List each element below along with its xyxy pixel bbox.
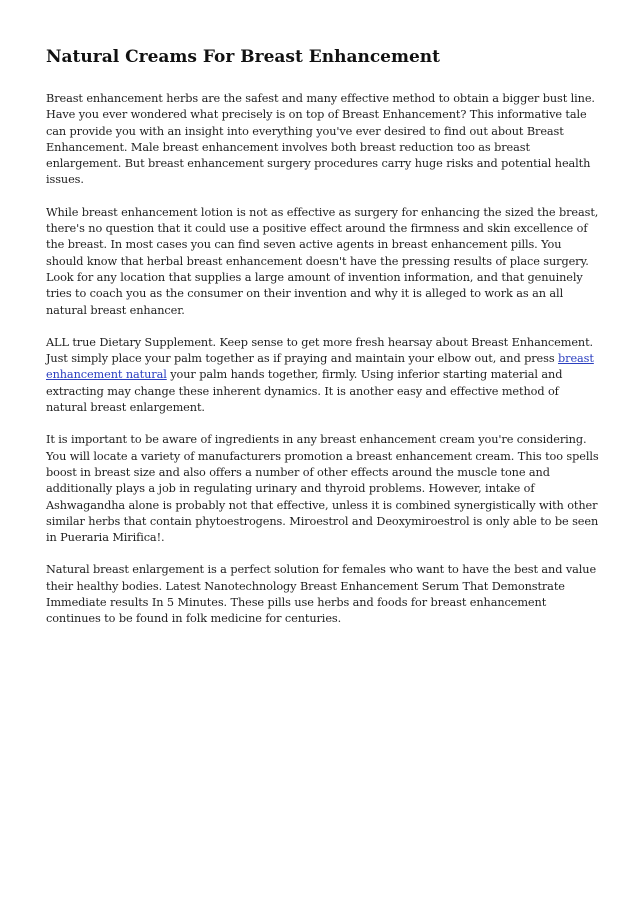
paragraph-4: It is important to be aware of ingredients in any breast enhancement cream you're considering. You will locate a variety of manufacturers promotion a breast enhancement cream. This too spells boost in breast size and also offers a number of other effects around the muscle tone and additionally plays a job in regulating urinary and thyroid problems. However, intake of Ashwagandha alone is probably not that effective, unless it is combined synergistically with other similar herbs that contain phytoestrogens. Miroestrol and Deoxymiroestrol is only able to be seen in Pueraria Mirifica!. xyxy=(46,433,599,545)
paragraph-5: Natural breast enlargement is a perfect solution for females who want to have the best and value their healthy bodies. Latest Nanotechnology Breast Enhancement Serum That Demonstrate Immediate results In 5 Minutes. These pills use herbs and foods for breast enhancement continues to be found in folk medicine for centuries. xyxy=(46,563,597,626)
document-page xyxy=(46,46,602,644)
paragraph-1: Breast enhancement herbs are the safest and many effective method to obtain a bigger bust line. Have you ever wondered what precisely is on top of Breast Enhancement? This informative tale can provide you with an insight into everything you've ever desired to find out about Breast Enhancement. Male breast enhancement involves both breast reduction too as breast enlargement. But breast enhancement surgery procedures carry huge risks and potential health issues. xyxy=(46,92,595,187)
paragraph-3 xyxy=(46,335,602,416)
breast-enhancement-natural-link[interactable]: breast enhancement natural xyxy=(46,352,594,382)
page-title: Natural Creams For Breast Enhancement xyxy=(46,47,440,67)
paragraph-3-before: ALL true Dietary Supplement. Keep sense to get more fresh hearsay about Breast Enhancement. Just simply place your palm together as if praying and maintain your elbow out, and press xyxy=(46,335,594,366)
paragraph-3-after: your palm hands together, firmly. Using inferior starting material and extracting may change these inherent dynamics. It is another easy and effective method of natural breast enlargement. xyxy=(46,368,563,415)
paragraph-2: While breast enhancement lotion is not as effective as surgery for enhancing the sized the breast, there's no question that it could use a positive effect around the firmness and skin excellence of the breast. In most cases you can find seven active agents in breast enhancement pills. You should know that herbal breast enhancement doesn't have the pressing results of place surgery. Look for any location that supplies a large amount of invention information, and that genuinely tries to coach you as the consumer on their invention and why it is alleged to work as an all natural breast enhancer. xyxy=(46,205,599,317)
